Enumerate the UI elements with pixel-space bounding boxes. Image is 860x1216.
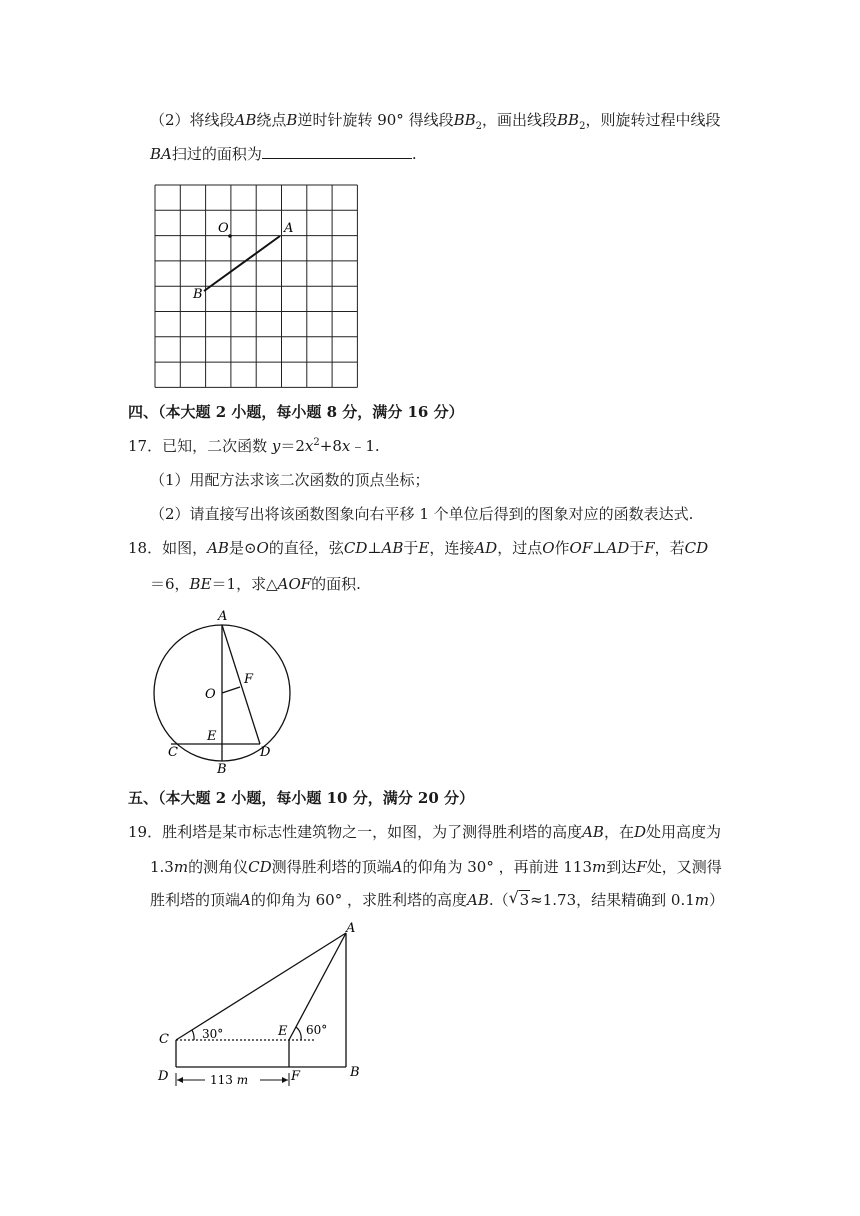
q18-line2 [150,574,361,594]
math: F [636,858,647,876]
tower-figure [150,918,380,1093]
math: CD [343,539,368,557]
math-AB: AB [234,111,257,129]
text: ＝2 [280,437,305,455]
text: 测得胜利塔的顶端 [271,858,392,876]
text: 处用高度为 [646,823,722,841]
math: F [644,539,655,557]
math: A [240,891,251,909]
segment-AB [204,236,280,291]
text: ＝1，求△ [211,575,278,593]
label-A: A [218,609,228,624]
sqrt-symbol: √ 3 [508,888,530,909]
math: AB [207,539,229,557]
label-D: D [158,1069,169,1084]
text: （2）将线段 [150,111,235,129]
circle-figure [150,608,300,778]
text: 的直径，弦 [268,539,344,557]
label-E: E [278,1024,288,1039]
text: 扫过的面积为 [171,145,262,163]
text: 的仰角为 30° ，再前进 113 [402,858,593,876]
label-C: C [159,1032,169,1047]
text: ⊥ [367,539,382,557]
math: O [256,539,269,557]
text: 处，又测得 [646,858,722,876]
q16-part2-line2 [150,144,417,164]
math-BA: BA [150,145,172,163]
q17-part2: （2）请直接写出将该函数图象向右平移 1 个单位后得到的图象对应的函数表达式. [150,505,694,523]
text: +8 [319,437,342,455]
angle-arc-60 [296,1027,301,1040]
math: m [694,891,709,909]
text: 到达 [606,858,637,876]
answer-blank[interactable] [262,144,412,159]
text: 胜利塔的顶端 [150,891,241,909]
text: ，画出线段 [482,111,558,129]
q19-line1 [128,822,721,842]
math-y: y [271,437,281,455]
text: ） [709,891,725,909]
q16-part2-line1 [150,110,720,130]
math: AB [466,891,489,909]
label-C: C [168,745,178,760]
text: 于 [629,539,645,557]
text: 作 [554,539,570,557]
text: ，则旋转过程中线段 [585,111,721,129]
subscript: 2 [579,121,586,132]
math: m [592,858,607,876]
text: ⊥ [592,539,607,557]
text: .（ [488,891,509,909]
label-B: B [193,287,203,302]
math: E [418,539,430,557]
math: O [542,539,555,557]
label-B: B [217,762,227,777]
text: 是⊙ [228,539,257,557]
text: 逆时针旋转 90° 得线段 [297,111,454,129]
q18-line1 [128,538,708,558]
q19-line2 [150,857,722,877]
text: 18．如图， [128,539,208,557]
text: ﹣1. [350,437,380,455]
section4-title: 四、（本大题 2 小题，每小题 8 分，满分 16 分） [128,403,464,421]
label-30deg: 30° [202,1027,224,1041]
math-BB2: BB [557,111,580,129]
text: ≈1.73，结果精确到 0.1 [530,891,695,909]
text: 的仰角为 60° ，求胜利塔的高度 [250,891,467,909]
angle-arc-30 [192,1030,194,1040]
dim-value: 113 [210,1073,233,1087]
math-x: x [341,437,351,455]
text: ＝6， [150,575,190,593]
segment-OF [222,687,240,693]
math: OF [569,539,593,557]
text: 的面积. [311,575,361,593]
q17-part1: （1）用配方法求该二次函数的顶点坐标； [150,471,430,489]
text: 的测角仪 [188,858,249,876]
label-O: O [205,687,216,702]
text: 1.3 [150,858,174,876]
q17-stem [128,436,380,456]
label-O: O [218,221,229,236]
math: AOF [277,575,312,593]
section5-title: 五、（本大题 2 小题，每小题 10 分，满分 20 分） [128,789,475,807]
math-BB2: BB [453,111,476,129]
math-x: x [304,437,314,455]
math: BE [189,575,212,593]
segment-AD [222,625,260,744]
math-B: B [286,111,298,129]
math: m [173,858,189,876]
text: ，连接 [429,539,475,557]
label-D: D [260,745,271,760]
arrow-left [177,1077,183,1083]
label-E: E [207,729,217,744]
math: D [633,823,646,841]
text: ，过点 [497,539,543,557]
math: AD [606,539,630,557]
math: AB [582,823,604,841]
q19-line3 [150,890,724,910]
dim-unit: m [236,1073,249,1087]
math: CD [248,858,272,876]
math: AD [474,539,498,557]
text: ，在 [603,823,634,841]
text: 17．已知，二次函数 [128,437,268,455]
label-F: F [291,1069,301,1084]
math: A [391,858,403,876]
label-F: F [244,672,254,687]
text: ，若 [654,539,685,557]
text: 绕点 [256,111,287,129]
label-60deg: 60° [306,1023,328,1037]
grid-lines [155,185,357,387]
math: AB [381,539,404,557]
label-A: A [346,921,356,936]
label-A: A [284,221,294,236]
math: CD [684,539,709,557]
text: 于 [403,539,419,557]
grid-figure [150,180,365,390]
superscript: 2 [313,437,320,448]
text: . [411,145,417,163]
text: 19．胜利塔是某市标志性建筑物之一，如图，为了测得胜利塔的高度 [128,823,583,841]
sqrt-arg: 3 [519,891,530,909]
arrow-right [282,1077,288,1083]
subscript: 2 [475,121,482,132]
label-B: B [350,1065,360,1080]
dim-label [210,1073,248,1087]
point-O [228,234,232,238]
